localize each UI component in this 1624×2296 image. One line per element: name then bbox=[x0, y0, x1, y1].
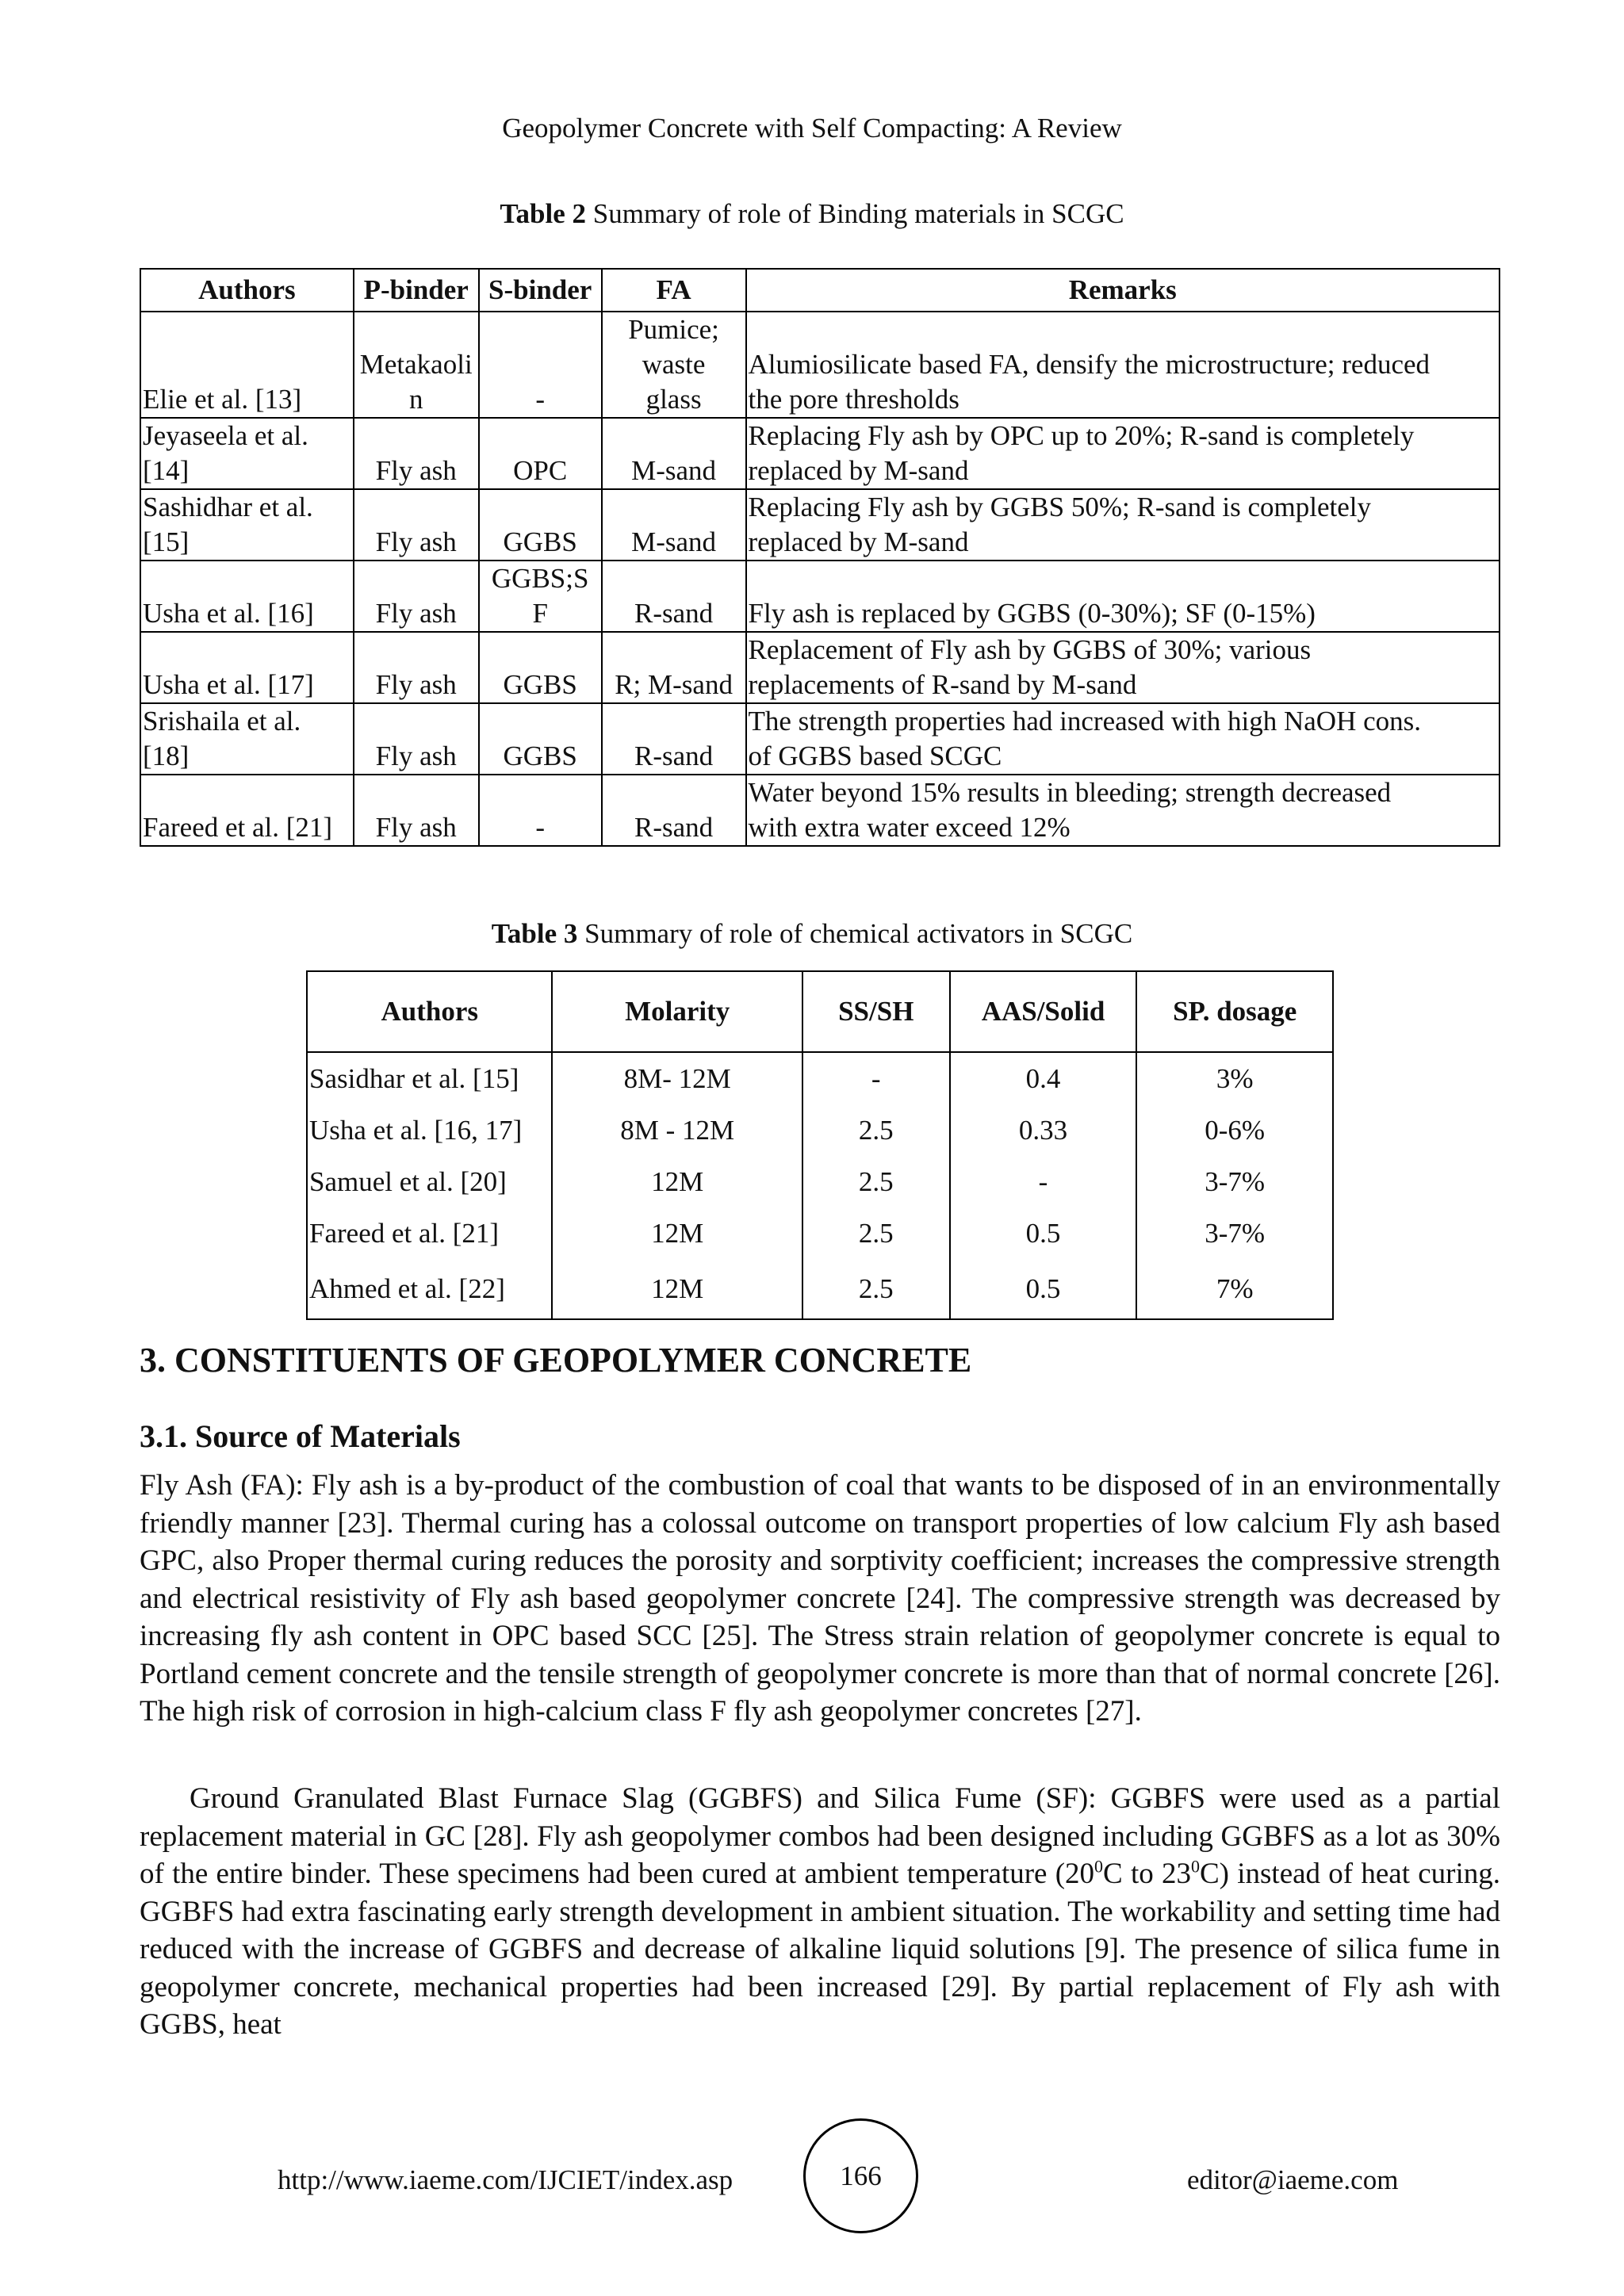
cell-text-line: of GGBS based SCGC bbox=[748, 740, 1002, 771]
cell-text-line: Srishaila et al. bbox=[143, 706, 301, 737]
author-cell: Fareed et al. [21] bbox=[307, 1207, 552, 1259]
paragraph-fly-ash: Fly Ash (FA): Fly ash is a by-product of the combustion of coal that wants to be disposed of in an environmentally friendly manner [23]. Thermal curing has a colossal outcome on transport properties of low calcium Fly ash based GPC, also Proper thermal curing reduces the porosity and sorptivity coefficient; increases the compressive strength and electrical resistivity of Fly ash based geopolymer concrete [24]. The compressive strength was decreased by increasing fly ash content in OPC based SCC [25]. The Stress strain relation of geopolymer concrete is equal to Portland cement concrete and the tensile strength of geopolymer concrete is more than that of normal concrete [26]. The high risk of corrosion in high-calcium class F fly ash geopolymer concretes [27]. bbox=[140, 1469, 1500, 1728]
author-cell: Usha et al. [16, 17] bbox=[307, 1104, 552, 1156]
cell-text-line: Replacing Fly ash by OPC up to 20%; R-sand is completely bbox=[748, 420, 1415, 451]
fa-cell bbox=[602, 312, 746, 418]
paragraph-text: Ground Granulated Blast Furnace Slag (GGBFS) and Silica Fume (SF): GGBFS were used as a partial replacement material in GC [28]. Fly ash geopolymer combos had been designed including GGBFS as a lot as 30% of the entire binder. These specimens had been cured at ambient temperature (20 bbox=[140, 1782, 1500, 1890]
author-cell bbox=[140, 703, 354, 775]
fa-cell bbox=[602, 703, 746, 775]
cell-text-line: R-sand bbox=[634, 598, 714, 629]
cell-text-line: Sashidhar et al. bbox=[143, 492, 313, 522]
p-binder-cell bbox=[354, 418, 479, 489]
p-binder-cell bbox=[354, 561, 479, 632]
table-row bbox=[140, 632, 1500, 703]
cell-text-line: Usha et al. [16] bbox=[143, 598, 314, 629]
p-binder-cell bbox=[354, 312, 479, 418]
section-heading: 3. CONSTITUENTS OF GEOPOLYMER CONCRETE bbox=[140, 1341, 972, 1380]
cell-text-line: Fly ash bbox=[375, 669, 457, 700]
binding-materials-table bbox=[140, 268, 1500, 847]
cell-text-line: Fly ash bbox=[375, 812, 457, 843]
cell-text-line: Alumiosilicate based FA, densify the microstructure; reduced bbox=[748, 349, 1431, 380]
remarks-cell bbox=[746, 418, 1500, 489]
cell-text-line: Metakaoli bbox=[359, 349, 473, 380]
table-row bbox=[140, 703, 1500, 775]
cell-text-line: F bbox=[532, 598, 548, 629]
fa-cell bbox=[602, 489, 746, 561]
column-header: AAS/Solid bbox=[950, 971, 1137, 1052]
chemical-activators-table bbox=[306, 970, 1334, 1320]
s-binder-cell bbox=[479, 489, 602, 561]
cell-text-line: M-sand bbox=[631, 526, 717, 557]
fa-cell bbox=[602, 561, 746, 632]
table-header-row bbox=[140, 269, 1500, 312]
fa-cell bbox=[602, 418, 746, 489]
remarks-cell bbox=[746, 561, 1500, 632]
molarity-cell: 12M bbox=[552, 1156, 802, 1207]
cell-text-line: Fly ash bbox=[375, 455, 457, 486]
author-cell: Sasidhar et al. [15] bbox=[307, 1052, 552, 1104]
table-row bbox=[140, 561, 1500, 632]
cell-text-line: The strength properties had increased with high NaOH cons. bbox=[748, 706, 1422, 737]
cell-text-line: the pore thresholds bbox=[748, 384, 959, 415]
superscript: 0 bbox=[1190, 1856, 1200, 1877]
author-cell bbox=[140, 418, 354, 489]
column-header: Authors bbox=[307, 971, 552, 1052]
cell-text-line: [15] bbox=[143, 526, 190, 557]
p-binder-cell bbox=[354, 489, 479, 561]
cell-text-line: M-sand bbox=[631, 455, 717, 486]
p-binder-cell bbox=[354, 775, 479, 846]
cell-text-line: Elie et al. [13] bbox=[143, 384, 302, 415]
cell-text-line: Pumice; bbox=[628, 314, 719, 345]
table-row bbox=[307, 1052, 1333, 1104]
sp-dosage-cell: 3% bbox=[1136, 1052, 1333, 1104]
column-header: Remarks bbox=[746, 269, 1500, 312]
fa-cell bbox=[602, 632, 746, 703]
author-cell bbox=[140, 561, 354, 632]
table3-caption-text: Summary of role of chemical activators in SCGC bbox=[577, 918, 1133, 949]
cell-text-line: GGBS bbox=[503, 526, 577, 557]
p-binder-cell bbox=[354, 632, 479, 703]
p-binder-cell bbox=[354, 703, 479, 775]
molarity-cell: 12M bbox=[552, 1207, 802, 1259]
s-binder-cell bbox=[479, 312, 602, 418]
table-header-row bbox=[307, 971, 1333, 1052]
cell-text-line: - bbox=[535, 384, 545, 415]
sp-dosage-cell: 7% bbox=[1136, 1259, 1333, 1319]
cell-text-line: R-sand bbox=[634, 812, 714, 843]
aas-solid-cell: 0.5 bbox=[950, 1259, 1137, 1319]
table-row bbox=[140, 312, 1500, 418]
cell-text-line: with extra water exceed 12% bbox=[748, 812, 1071, 843]
cell-text-line: R; M-sand bbox=[615, 669, 733, 700]
cell-text-line: n bbox=[408, 384, 423, 415]
remarks-cell bbox=[746, 775, 1500, 846]
remarks-cell bbox=[746, 703, 1500, 775]
table-row bbox=[140, 775, 1500, 846]
table-row bbox=[140, 418, 1500, 489]
s-binder-cell bbox=[479, 775, 602, 846]
column-header: SP. dosage bbox=[1136, 971, 1333, 1052]
column-header: Authors bbox=[140, 269, 354, 312]
table2-caption-label: Table 2 bbox=[500, 198, 587, 229]
ss-sh-cell: 2.5 bbox=[802, 1104, 950, 1156]
table-row bbox=[307, 1259, 1333, 1319]
molarity-cell: 8M - 12M bbox=[552, 1104, 802, 1156]
s-binder-cell bbox=[479, 561, 602, 632]
superscript: 0 bbox=[1094, 1856, 1104, 1877]
table3-caption-label: Table 3 bbox=[491, 918, 578, 949]
remarks-cell bbox=[746, 312, 1500, 418]
column-header: P-binder bbox=[354, 269, 479, 312]
cell-text-line: Water beyond 15% results in bleeding; strength decreased bbox=[748, 777, 1392, 808]
cell-text-line: Fareed et al. [21] bbox=[143, 812, 333, 843]
paragraph-text: C) instead of heat curing. GGBFS had extra fascinating early strength development in ambient situation. The workability and setting time had reduced with the increase of GGBFS and decrease of alkaline liquid solutions [9]. The presence of silica fume in geopolymer concrete, mechanical properties had been increased [29]. By partial replacement of Fly ash with GGBS, heat bbox=[140, 1858, 1500, 2041]
cell-text-line: GGBS;S bbox=[491, 563, 589, 594]
fa-cell bbox=[602, 775, 746, 846]
aas-solid-cell: 0.4 bbox=[950, 1052, 1137, 1104]
author-cell: Ahmed et al. [22] bbox=[307, 1259, 552, 1319]
molarity-cell: 8M- 12M bbox=[552, 1052, 802, 1104]
cell-text-line: Fly ash bbox=[375, 598, 457, 629]
author-cell bbox=[140, 775, 354, 846]
cell-text-line: Fly ash bbox=[375, 526, 457, 557]
ss-sh-cell: 2.5 bbox=[802, 1259, 950, 1319]
author-cell bbox=[140, 489, 354, 561]
sp-dosage-cell: 0-6% bbox=[1136, 1104, 1333, 1156]
cell-text-line: replaced by M-sand bbox=[748, 526, 969, 557]
remarks-cell bbox=[746, 632, 1500, 703]
ss-sh-cell: 2.5 bbox=[802, 1156, 950, 1207]
table-row bbox=[140, 489, 1500, 561]
cell-text-line: - bbox=[535, 812, 545, 843]
cell-text-line: R-sand bbox=[634, 740, 714, 771]
cell-text-line: Replacement of Fly ash by GGBS of 30%; various bbox=[748, 634, 1312, 665]
footer-url-link[interactable]: http://www.iaeme.com/IJCIET/index.asp bbox=[278, 2164, 733, 2195]
table3-caption bbox=[0, 918, 1624, 950]
cell-text-line: GGBS bbox=[503, 669, 577, 700]
ss-sh-cell: - bbox=[802, 1052, 950, 1104]
cell-text-line: Usha et al. [17] bbox=[143, 669, 314, 700]
s-binder-cell bbox=[479, 632, 602, 703]
paragraph-text: C to 23 bbox=[1103, 1858, 1191, 1890]
cell-text-line: Jeyaseela et al. bbox=[143, 420, 308, 451]
cell-text-line: Replacing Fly ash by GGBS 50%; R-sand is completely bbox=[748, 492, 1371, 522]
column-header: Molarity bbox=[552, 971, 802, 1052]
table-row bbox=[307, 1104, 1333, 1156]
molarity-cell: 12M bbox=[552, 1259, 802, 1319]
cell-text-line: GGBS bbox=[503, 740, 577, 771]
footer-email-link[interactable]: editor@iaeme.com bbox=[1187, 2164, 1399, 2195]
cell-text-line: Fly ash bbox=[375, 740, 457, 771]
cell-text-line: [14] bbox=[143, 455, 190, 486]
cell-text-line: replaced by M-sand bbox=[748, 455, 969, 486]
aas-solid-cell: - bbox=[950, 1156, 1137, 1207]
aas-solid-cell: 0.33 bbox=[950, 1104, 1137, 1156]
sp-dosage-cell: 3-7% bbox=[1136, 1156, 1333, 1207]
subsection-heading: 3.1. Source of Materials bbox=[140, 1418, 461, 1454]
s-binder-cell bbox=[479, 703, 602, 775]
sp-dosage-cell: 3-7% bbox=[1136, 1207, 1333, 1259]
s-binder-cell bbox=[479, 418, 602, 489]
author-cell bbox=[140, 632, 354, 703]
cell-text-line: replacements of R-sand by M-sand bbox=[748, 669, 1137, 700]
table2-caption-text: Summary of role of Binding materials in SCGC bbox=[586, 198, 1124, 229]
column-header: SS/SH bbox=[802, 971, 950, 1052]
cell-text-line: glass bbox=[645, 384, 702, 415]
remarks-cell bbox=[746, 489, 1500, 561]
aas-solid-cell: 0.5 bbox=[950, 1207, 1137, 1259]
cell-text-line: [18] bbox=[143, 740, 190, 771]
table2-caption bbox=[0, 198, 1624, 230]
cell-text-line: Fly ash is replaced by GGBS (0-30%); SF (0-15%) bbox=[748, 598, 1316, 629]
cell-text-line: OPC bbox=[513, 455, 568, 486]
cell-text-line: waste bbox=[642, 349, 706, 380]
table-row bbox=[307, 1207, 1333, 1259]
column-header: FA bbox=[602, 269, 746, 312]
column-header: S-binder bbox=[479, 269, 602, 312]
running-header: Geopolymer Concrete with Self Compacting: A Review bbox=[502, 113, 1122, 144]
page-number: 166 bbox=[803, 2118, 918, 2233]
author-cell: Samuel et al. [20] bbox=[307, 1156, 552, 1207]
author-cell bbox=[140, 312, 354, 418]
ss-sh-cell: 2.5 bbox=[802, 1207, 950, 1259]
table-row bbox=[307, 1156, 1333, 1207]
paragraph-ggbfs bbox=[140, 1780, 1500, 2044]
